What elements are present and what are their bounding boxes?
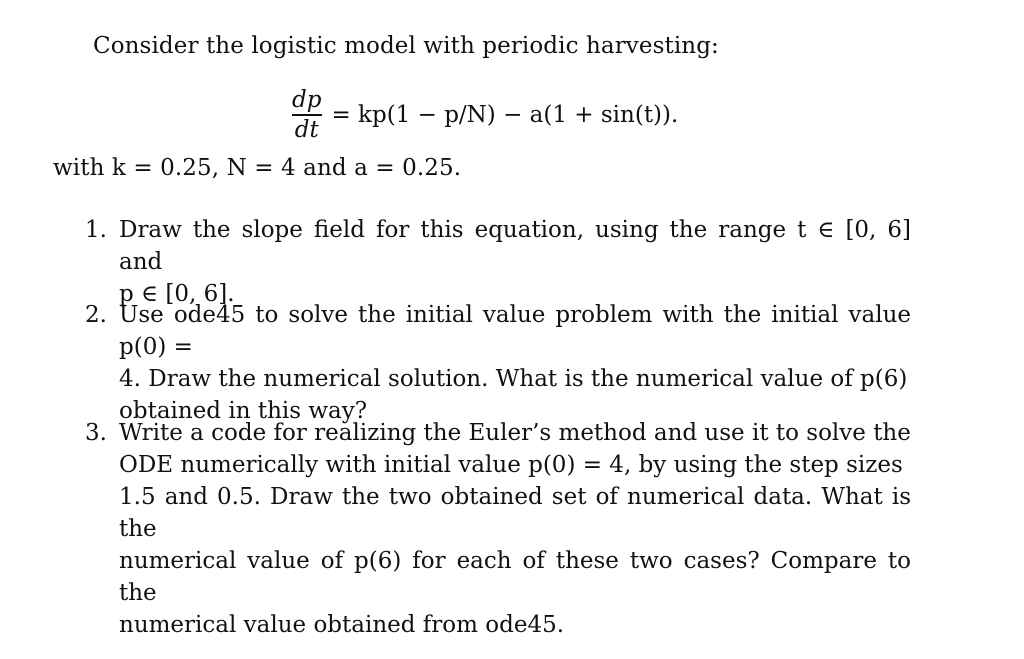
equation-rhs: = kp(1 − p/N) − a(1 + sin(t)). [331, 102, 679, 128]
item-marker: 3. [85, 420, 107, 446]
item-line: ODE numerically with initial value p(0) = 4, by using the step sizes [119, 452, 903, 478]
parameters-text: with k = 0.25, N = 4 and a = 0.25. [53, 155, 462, 181]
fraction-denominator: dt [294, 116, 319, 143]
item-line: numerical value obtained from ode45. [119, 612, 565, 638]
item-line: 4. Draw the numerical solution. What is the numerical value of p(6) [119, 366, 908, 392]
item-line: obtained in this way? [119, 398, 368, 424]
item-body [119, 214, 911, 310]
item-marker: 2. [85, 302, 107, 328]
ode-equation [290, 84, 678, 146]
item-line: 1.5 and 0.5. Draw the two obtained set of numerical data. What is the [119, 484, 911, 542]
item-line: Draw the slope field for this equation, using the range t ∈ [0, 6] and [119, 217, 911, 275]
item-line: Use ode45 to solve the initial value problem with the initial value p(0) = [119, 302, 911, 360]
item-line: Write a code for realizing the Euler’s method and use it to solve the [119, 420, 911, 446]
item-line: numerical value of p(6) for each of these two cases? Compare to the [119, 548, 911, 606]
item-body [119, 417, 911, 641]
intro-text: Consider the logistic model with periodic harvesting: [93, 33, 719, 59]
fraction-numerator: dp [292, 87, 322, 114]
item-body [119, 299, 911, 427]
item-line: p ∈ [0, 6]. [119, 281, 235, 307]
item-marker: 1. [85, 217, 107, 243]
derivative-fraction [290, 86, 323, 144]
